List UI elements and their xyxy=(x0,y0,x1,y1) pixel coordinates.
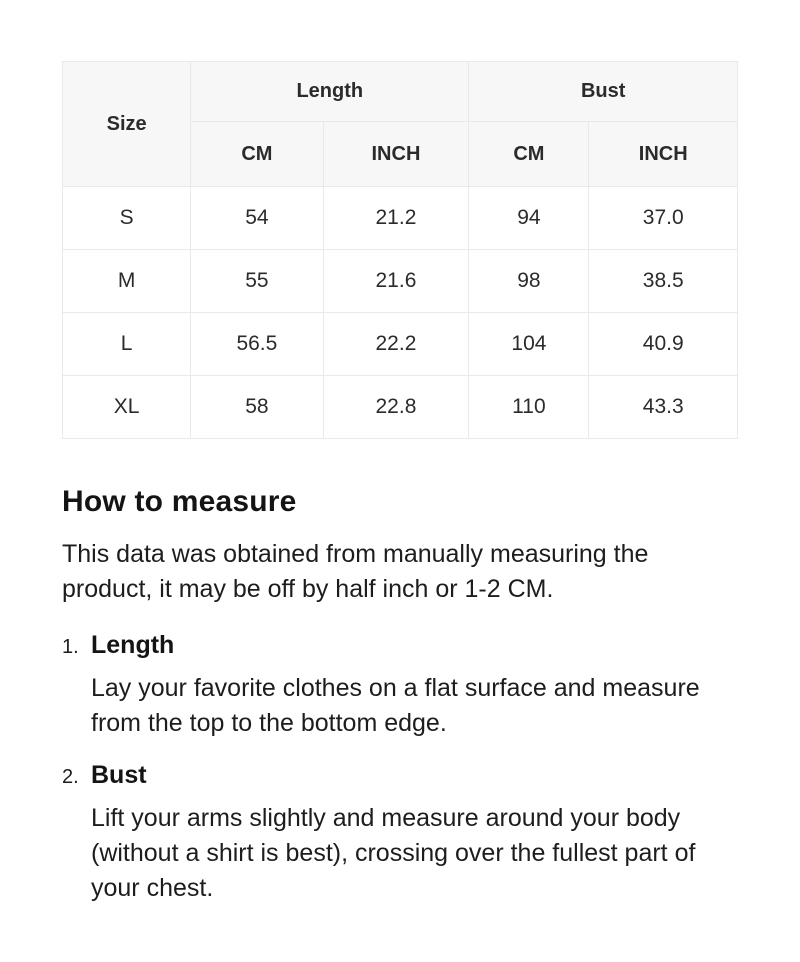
column-header-bust-cm: CM xyxy=(469,122,589,187)
size-cell: L xyxy=(63,313,191,376)
header-group-row xyxy=(63,62,738,122)
step-description-length: Lay your favorite clothes on a flat surface and measure from the top to the bottom edge. xyxy=(91,674,700,737)
step-number: 2. xyxy=(62,766,79,788)
table-row-xl xyxy=(63,376,738,439)
column-header-bust-inch: INCH xyxy=(589,122,738,187)
value-cell: 58 xyxy=(191,376,323,439)
value-cell: 94 xyxy=(469,187,589,250)
how-to-measure-intro: This data was obtained from manually measuring the product, it may be off by half inch or 1-2 CM. xyxy=(62,540,649,603)
measure-step-length xyxy=(62,631,738,741)
column-header-length-inch: INCH xyxy=(323,122,469,187)
value-cell: 22.8 xyxy=(323,376,469,439)
value-cell: 22.2 xyxy=(323,313,469,376)
column-header-size: Size xyxy=(63,62,191,187)
how-to-measure-heading: How to measure xyxy=(62,485,297,518)
size-chart-header xyxy=(63,62,738,187)
value-cell: 104 xyxy=(469,313,589,376)
value-cell: 98 xyxy=(469,250,589,313)
value-cell: 40.9 xyxy=(589,313,738,376)
value-cell: 21.2 xyxy=(323,187,469,250)
column-header-bust: Bust xyxy=(469,62,738,122)
size-chart-body xyxy=(63,187,738,439)
column-header-length-cm: CM xyxy=(191,122,323,187)
table-row-m xyxy=(63,250,738,313)
size-cell: S xyxy=(63,187,191,250)
measure-steps-list xyxy=(62,631,738,906)
value-cell: 54 xyxy=(191,187,323,250)
size-cell: XL xyxy=(63,376,191,439)
column-header-length: Length xyxy=(191,62,469,122)
table-row-s xyxy=(63,187,738,250)
measure-step-bust xyxy=(62,761,738,906)
value-cell: 110 xyxy=(469,376,589,439)
step-title-length: Length xyxy=(91,631,175,659)
value-cell: 37.0 xyxy=(589,187,738,250)
value-cell: 21.6 xyxy=(323,250,469,313)
value-cell: 55 xyxy=(191,250,323,313)
step-title-bust: Bust xyxy=(91,761,147,789)
value-cell: 56.5 xyxy=(191,313,323,376)
step-description-bust: Lift your arms slightly and measure around your body (without a shirt is best), crossing over the fullest part of your chest. xyxy=(91,804,696,902)
value-cell: 43.3 xyxy=(589,376,738,439)
table-row-l xyxy=(63,313,738,376)
size-cell: M xyxy=(63,250,191,313)
value-cell: 38.5 xyxy=(589,250,738,313)
step-number: 1. xyxy=(62,636,79,658)
size-chart-table xyxy=(62,61,738,439)
